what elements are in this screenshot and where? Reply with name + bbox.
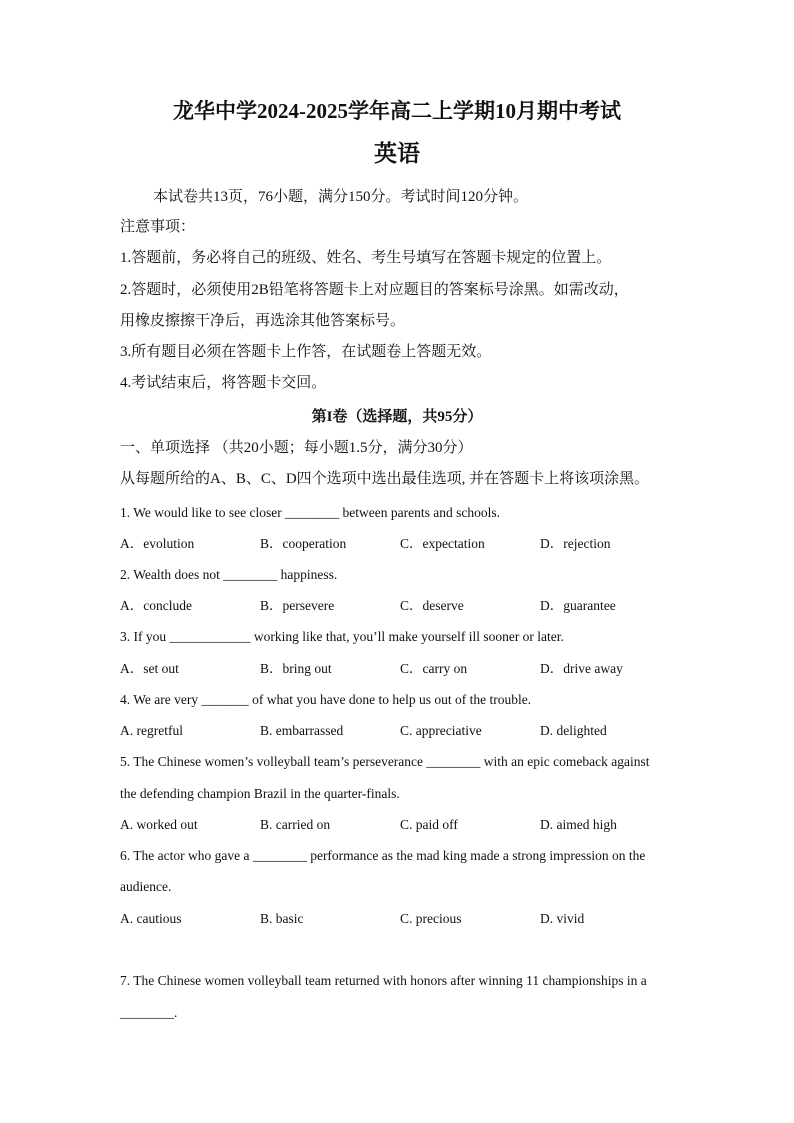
question-stem: 4. We are very _______ of what you have done to help us out of the trouble. <box>120 692 532 707</box>
option-d: D. delighted <box>540 723 607 738</box>
exam-title: 龙华中学2024-2025学年高二上学期10月期中考试 <box>173 99 621 123</box>
option-c: C. appreciative <box>400 723 482 738</box>
note-item: 4.考试结束后，将答题卡交回。 <box>120 375 327 391</box>
option-a: A. worked out <box>120 817 198 832</box>
option-c: C．deserve <box>400 598 464 613</box>
note-item: 3.所有题目必须在答题卡上作答，在试题卷上答题无效。 <box>120 344 492 360</box>
option-b: B. embarrassed <box>260 723 344 738</box>
exam-summary: 本试卷共13页，76小题，满分150分。考试时间120分钟。 <box>153 189 529 205</box>
option-a: A．evolution <box>120 536 195 551</box>
note-item: 2.答题时，必须使用2B铅笔将答题卡上对应题目的答案标号涂黑。如需改动， <box>120 282 629 298</box>
option-a: A．set out <box>120 661 179 676</box>
question-stem: 3. If you ____________ working like that, you’ll make yourself ill sooner or later. <box>120 629 564 644</box>
option-d: D．rejection <box>540 536 611 551</box>
option-a: A. cautious <box>120 911 182 926</box>
option-a: A. regretful <box>120 723 183 738</box>
question-stem-continued: the defending champion Brazil in the quarter-finals. <box>120 786 400 801</box>
option-b: B. carried on <box>260 817 331 832</box>
option-c: C. paid off <box>400 817 458 832</box>
option-b: B．bring out <box>260 661 332 676</box>
option-c: C．expectation <box>400 536 485 551</box>
option-b: B．cooperation <box>260 536 347 551</box>
section-title: 一、单项选择 （共20小题；每小题1.5分，满分30分） <box>120 440 473 456</box>
part-heading: 第I卷（选择题，共95分） <box>311 409 483 425</box>
question-stem: 1. We would like to see closer ________ between parents and schools. <box>120 505 500 520</box>
option-c: C. precious <box>400 911 462 926</box>
question-stem: 2. Wealth does not ________ happiness. <box>120 567 338 582</box>
note-item: 用橡皮擦擦干净后，再选涂其他答案标号。 <box>120 313 406 329</box>
option-d: D. vivid <box>540 911 585 926</box>
question-stem-continued: ________. <box>120 1005 178 1020</box>
option-d: D．drive away <box>540 661 623 676</box>
question-stem: 6. The actor who gave a ________ performance as the mad king made a strong impression on the <box>120 848 646 863</box>
option-d: D. aimed high <box>540 817 617 832</box>
notes-heading: 注意事项： <box>120 219 196 235</box>
question-stem: 7. The Chinese women volleyball team returned with honors after winning 11 championships in a <box>120 973 647 988</box>
note-item: 1.答题前，务必将自己的班级、姓名、考生号填写在答题卡规定的位置上。 <box>120 250 612 266</box>
question-stem: 5. The Chinese women’s volleyball team’s perseverance ________ with an epic comeback against <box>120 754 650 769</box>
option-c: C．carry on <box>400 661 468 676</box>
option-a: A．conclude <box>120 598 192 613</box>
option-b: B. basic <box>260 911 304 926</box>
question-stem-continued: audience. <box>120 879 172 894</box>
section-instruction: 从每题所给的A、B、C、D四个选项中选出最佳选项, 并在答题卡上将该项涂黑。 <box>120 471 650 487</box>
option-d: D．guarantee <box>540 598 616 613</box>
subject-title: 英语 <box>374 141 420 166</box>
option-b: B．persevere <box>260 598 335 613</box>
